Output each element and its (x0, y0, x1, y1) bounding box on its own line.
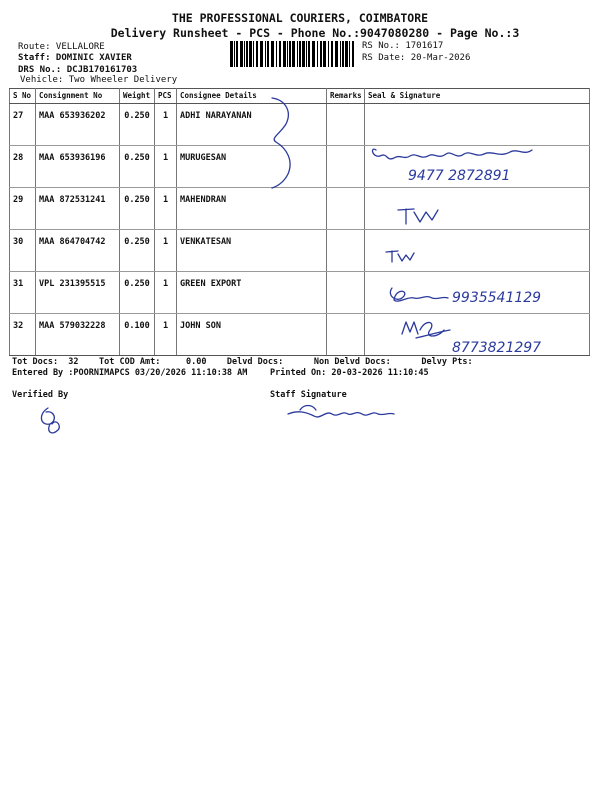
col-header-remarks: Remarks (327, 89, 365, 104)
row-weight: 0.250 (120, 272, 155, 314)
verified-signature (41, 408, 59, 433)
row-pcs: 1 (155, 104, 177, 146)
rs-date: RS Date: 20-Mar-2026 (362, 53, 471, 63)
row-sno: 32 (10, 314, 36, 356)
vehicle-label: Vehicle: Two Wheeler Delivery (20, 75, 178, 85)
route-label: Route: VELLALORE (18, 42, 105, 52)
row-weight: 0.250 (120, 188, 155, 230)
signature-row31 (390, 288, 448, 301)
row-pcs: 1 (155, 272, 177, 314)
row-weight: 0.250 (120, 230, 155, 272)
signature-row32 (402, 322, 450, 338)
rs-number: RS No.: 1701617 (362, 41, 444, 51)
row-consignment: MAA 579032228 (36, 314, 120, 356)
company-title: THE PROFESSIONAL COURIERS, COIMBATORE (171, 11, 429, 25)
row-pcs: 1 (155, 188, 177, 230)
signature-row28 (373, 149, 532, 159)
col-header-pcs: PCS (155, 89, 177, 104)
entered-by: Entered By :POORNIMAPCS 03/20/2026 11:10:38 AM (12, 368, 248, 378)
row-pcs: 1 (155, 230, 177, 272)
drs-number: DRS No.: DCJB170161703 (18, 65, 138, 75)
initials-row29 (398, 209, 438, 224)
row-consignee: MURUGESAN (177, 146, 327, 188)
runsheet-subtitle: Delivery Runsheet - PCS - Phone No.:9047080280 - Page No.:3 (110, 26, 520, 40)
brace-mark (272, 98, 290, 188)
phone-row32: 8773821297 (452, 340, 542, 356)
initials-row30 (386, 251, 414, 262)
staff-signature-label: Staff Signature (270, 390, 347, 400)
row-consignee: VENKATESAN (177, 230, 327, 272)
row-consignee: GREEN EXPORT (177, 272, 327, 314)
col-header-signature: Seal & Signature (365, 89, 590, 104)
totals-line: Tot Docs: 32 Tot COD Amt: 0.00 Delvd Docs: Non Delvd Docs: Delvy Pts: (12, 357, 473, 367)
row-sno: 28 (10, 146, 36, 188)
phone-row31: 9935541129 (452, 290, 542, 306)
staff-label: Staff: DOMINIC XAVIER (18, 53, 132, 63)
col-header-weight: Weight (120, 89, 155, 104)
row-consignment: MAA 872531241 (36, 188, 120, 230)
col-header-sno: S No (10, 89, 36, 104)
printed-on: Printed On: 20-03-2026 11:10:45 (270, 368, 429, 378)
row-pcs: 1 (155, 146, 177, 188)
row-consignment: MAA 653936196 (36, 146, 120, 188)
verified-by-label: Verified By (12, 390, 69, 400)
col-header-consignee: Consignee Details (177, 89, 327, 104)
staff-signature-ink (288, 406, 394, 417)
phone-row28: 9477 2872891 (408, 168, 511, 184)
row-consignment: MAA 653936202 (36, 104, 120, 146)
row-consignment: MAA 864704742 (36, 230, 120, 272)
row-consignee: ADHI NARAYANAN (177, 104, 327, 146)
row-weight: 0.250 (120, 104, 155, 146)
col-header-consignment: Consignment No (36, 89, 120, 104)
row-consignment: VPL 231395515 (36, 272, 120, 314)
row-sno: 29 (10, 188, 36, 230)
row-sno: 27 (10, 104, 36, 146)
row-pcs: 1 (155, 314, 177, 356)
row-sno: 31 (10, 272, 36, 314)
row-weight: 0.100 (120, 314, 155, 356)
row-weight: 0.250 (120, 146, 155, 188)
row-consignee: JOHN SON (177, 314, 327, 356)
row-sno: 30 (10, 230, 36, 272)
row-consignee: MAHENDRAN (177, 188, 327, 230)
